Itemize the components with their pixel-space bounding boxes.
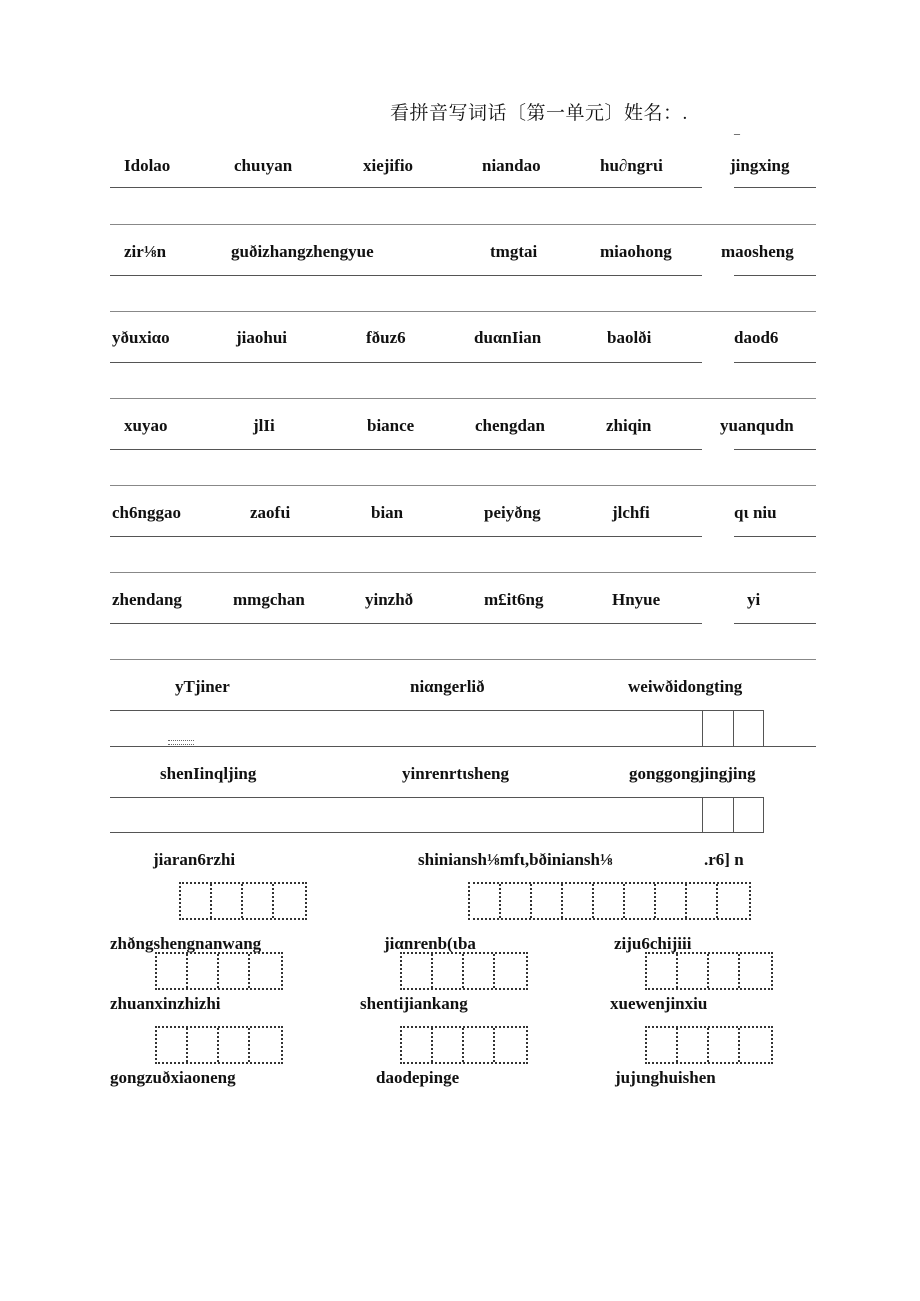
box-divider <box>702 797 703 832</box>
pinyin-word: jlchfi <box>612 503 650 522</box>
answer-line[interactable] <box>110 362 702 363</box>
answer-line[interactable] <box>734 187 816 188</box>
answer-line[interactable] <box>110 398 816 399</box>
grid-cell[interactable] <box>188 1028 219 1062</box>
pinyin-word: maosheng <box>721 242 794 261</box>
grid-cell[interactable] <box>647 1028 678 1062</box>
answer-line[interactable] <box>734 449 816 450</box>
grid-cell[interactable] <box>212 884 243 918</box>
answer-line[interactable] <box>110 832 764 833</box>
grid-pinyin: ziju6chijiii <box>614 934 692 953</box>
pinyin-word: zir⅛n <box>124 242 167 261</box>
pinyin-word: mmgchan <box>233 590 305 609</box>
pinyin-word: xuyao <box>124 416 168 435</box>
answer-line[interactable] <box>110 797 764 798</box>
grid-cell[interactable] <box>647 954 678 988</box>
pinyin-word: hu∂ngrιi <box>600 156 663 175</box>
answer-line[interactable] <box>110 623 702 624</box>
grid-cell[interactable] <box>718 884 749 918</box>
grid-cell[interactable] <box>656 884 687 918</box>
pinyin-word: biance <box>367 416 415 435</box>
grid-cell[interactable] <box>495 954 526 988</box>
grid-cell[interactable] <box>594 884 625 918</box>
grid-cell[interactable] <box>678 1028 709 1062</box>
grid-cell[interactable] <box>678 954 709 988</box>
box-divider <box>763 710 764 746</box>
pinyin-word: jlIi <box>253 416 275 435</box>
pinyin-word: jingxing <box>730 156 790 175</box>
answer-line[interactable] <box>110 572 816 573</box>
answer-line[interactable] <box>734 275 816 276</box>
grid-cell[interactable] <box>433 954 464 988</box>
pinyin-word: baolði <box>607 328 652 347</box>
grid-pinyin: shiniansh⅛mfι,bðiniansh⅛ <box>418 850 613 869</box>
answer-line[interactable] <box>110 449 702 450</box>
worksheet-title: 看拼音写词话〔第一单元〕姓名：. <box>390 103 688 124</box>
grid-cell[interactable] <box>687 884 718 918</box>
grid-pinyin: daodepinge <box>376 1068 460 1087</box>
character-grid[interactable] <box>155 952 283 990</box>
pinyin-word: xiejifio <box>363 156 414 175</box>
grid-cell[interactable] <box>157 954 188 988</box>
idiom-pinyin: weiwðidongting <box>628 677 743 696</box>
grid-cell[interactable] <box>243 884 274 918</box>
pinyin-word: Idolao <box>124 156 171 175</box>
answer-line[interactable] <box>734 362 816 363</box>
pinyin-word: peiyðng <box>484 503 541 522</box>
idiom-pinyin: yinrenrtιsheng <box>402 764 509 783</box>
character-grid[interactable] <box>645 952 773 990</box>
answer-line[interactable] <box>110 746 816 747</box>
answer-line[interactable] <box>110 275 702 276</box>
pinyin-word: chuιyan <box>234 156 293 175</box>
grid-cell[interactable] <box>625 884 656 918</box>
grid-pinyin: jiαnrenb(ιba <box>384 934 476 953</box>
character-grid[interactable] <box>468 882 751 920</box>
answer-line[interactable] <box>734 623 816 624</box>
grid-cell[interactable] <box>740 1028 771 1062</box>
grid-cell[interactable] <box>532 884 563 918</box>
grid-cell[interactable] <box>250 1028 281 1062</box>
character-grid[interactable] <box>400 1026 528 1064</box>
grid-cell[interactable] <box>188 954 219 988</box>
answer-line[interactable] <box>110 311 816 312</box>
grid-cell[interactable] <box>464 1028 495 1062</box>
pinyin-word: bian <box>371 503 404 522</box>
grid-cell[interactable] <box>250 954 281 988</box>
idiom-pinyin: gonggongjingjing <box>629 764 756 783</box>
grid-cell[interactable] <box>464 954 495 988</box>
pinyin-word: zaofιi <box>250 503 291 522</box>
grid-cell[interactable] <box>740 954 771 988</box>
pinyin-word: duαnIian <box>474 328 542 347</box>
grid-pinyin: gongzuðxiaoneng <box>110 1068 236 1087</box>
grid-pinyin: zhðngshengnanwang <box>110 934 262 953</box>
grid-cell[interactable] <box>181 884 212 918</box>
pinyin-word: miaohong <box>600 242 672 261</box>
grid-cell[interactable] <box>433 1028 464 1062</box>
pinyin-word: chengdan <box>475 416 545 435</box>
pinyin-word: tmgtai <box>490 242 538 261</box>
grid-cell[interactable] <box>219 954 250 988</box>
grid-cell[interactable] <box>470 884 501 918</box>
character-grid[interactable] <box>179 882 307 920</box>
grid-pinyin: .r6] n <box>704 850 744 869</box>
pinyin-word: guðizhangzhengyue <box>231 242 374 261</box>
pinyin-word: niandao <box>482 156 541 175</box>
box-divider <box>733 797 734 832</box>
pinyin-word: ch6nggao <box>112 503 181 522</box>
grid-cell[interactable] <box>501 884 532 918</box>
answer-line[interactable] <box>110 536 702 537</box>
grid-cell[interactable] <box>563 884 594 918</box>
answer-line[interactable] <box>110 659 816 660</box>
answer-line[interactable] <box>110 187 702 188</box>
grid-cell[interactable] <box>274 884 305 918</box>
grid-pinyin: xuewenjinxiu <box>610 994 708 1013</box>
pinyin-word: fðuz6 <box>366 328 406 347</box>
pinyin-word: daod6 <box>734 328 779 347</box>
pinyin-word: yðuxiαo <box>112 328 170 347</box>
grid-pinyin: shentijiankang <box>360 994 468 1013</box>
pinyin-word: yuanqudn <box>720 416 794 435</box>
pinyin-word: Hnyue <box>612 590 661 609</box>
idiom-pinyin: yTjiner <box>175 677 230 696</box>
pinyin-word: zhiqin <box>606 416 652 435</box>
box-divider <box>702 710 703 746</box>
pinyin-word: yi <box>747 590 761 609</box>
pinyin-word: yinzhð <box>365 590 414 609</box>
grid-cell[interactable] <box>495 1028 526 1062</box>
dotted-mark <box>168 740 194 745</box>
grid-cell[interactable] <box>709 954 740 988</box>
answer-line[interactable] <box>110 224 816 225</box>
grid-cell[interactable] <box>402 954 433 988</box>
character-grid[interactable] <box>645 1026 773 1064</box>
pinyin-word: m£it6ng <box>484 590 544 609</box>
grid-pinyin: jiaran6rzhi <box>153 850 236 869</box>
pinyin-word: zhendang <box>112 590 182 609</box>
answer-line[interactable] <box>110 485 816 486</box>
grid-cell[interactable] <box>709 1028 740 1062</box>
idiom-pinyin: niαngerlið <box>410 677 485 696</box>
idiom-pinyin: shenIinqljing <box>160 764 257 783</box>
box-divider <box>733 710 734 746</box>
grid-pinyin: zhuanxinzhizhi <box>110 994 221 1013</box>
grid-cell[interactable] <box>402 1028 433 1062</box>
pinyin-word: jiaohui <box>236 328 288 347</box>
header-mark: – <box>734 126 740 140</box>
pinyin-word: qι niu <box>734 503 777 522</box>
grid-cell[interactable] <box>219 1028 250 1062</box>
grid-pinyin: jujιnghuishen <box>615 1068 716 1087</box>
grid-cell[interactable] <box>157 1028 188 1062</box>
character-grid[interactable] <box>400 952 528 990</box>
box-divider <box>763 797 764 832</box>
answer-line[interactable] <box>110 710 764 711</box>
character-grid[interactable] <box>155 1026 283 1064</box>
answer-line[interactable] <box>734 536 816 537</box>
